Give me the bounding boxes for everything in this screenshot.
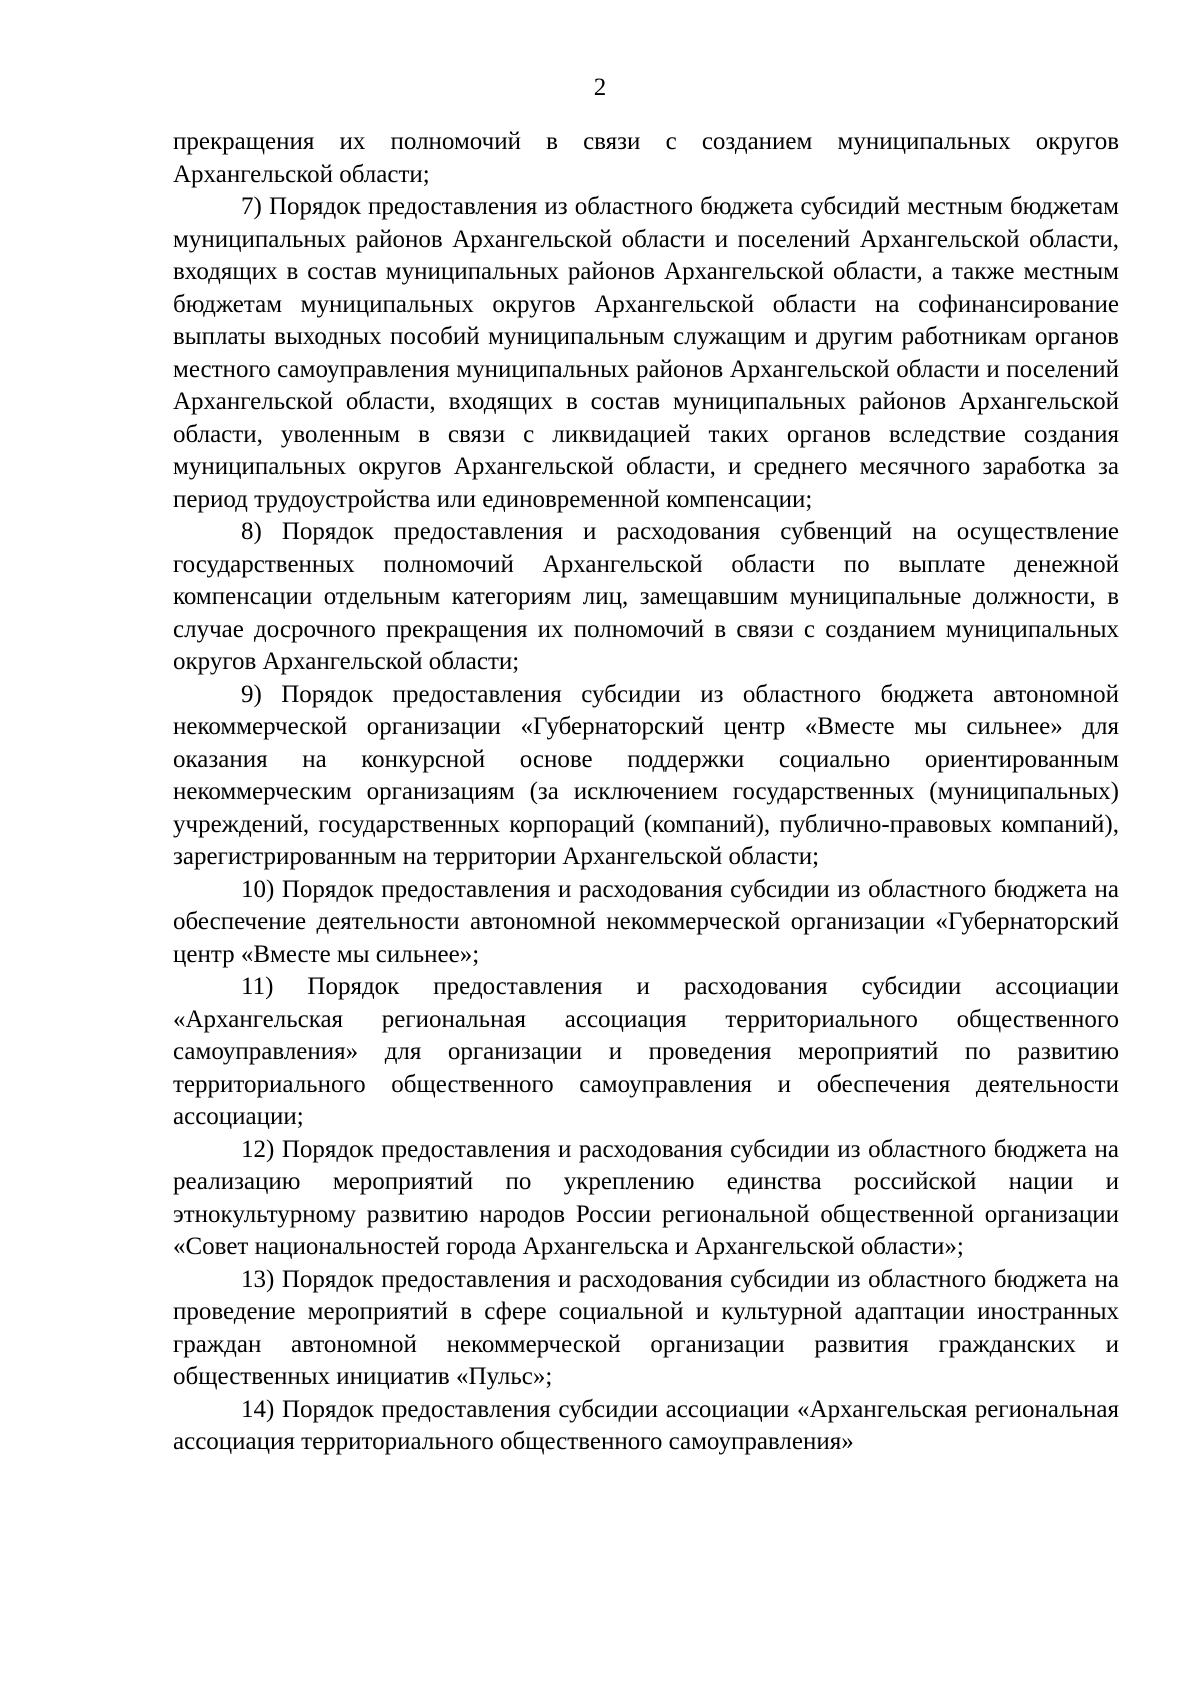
paragraph-item-7: 7) Порядок предоставления из областного бюджета субсидий местным бюджетам муниципальных районов Архангельской области и поселений Архангельской области, входящих в состав муниципальных районов Архангельской области, а также местным бюджетам муниципальных округов Архангельской области на софинансирование выплаты выходных пособий муниципальным служащим и другим работникам органов местного самоуправления муниципальных районов Архангельской области и поселений Архангельской области, входящих в состав муниципальных районов Архангельской области, уволенным в связи с ликвидацией таких органов вследствие создания муниципальных округов Архангельской области, и среднего месячного заработка за период трудоустройства или единовременной компенсации; bbox=[173, 193, 1119, 513]
paragraph-item-13: 13) Порядок предоставления и расходования субсидии из областного бюджета на проведение мероприятий в сфере социальной и культурной адаптации иностранных граждан автономной некоммерческой организации развития гражданских и общественных инициатив «Пульс»; bbox=[173, 1265, 1119, 1390]
paragraph-item-11: 11) Порядок предоставления и расходования субсидии ассоциации «Архангельская региональная ассоциация территориального общественного самоуправления» для организации и проведения мероприятий по развитию территориального общественного самоуправления и обеспечения деятельности ассоциации; bbox=[173, 973, 1119, 1130]
paragraph-item-12: 12) Порядок предоставления и расходования субсидии из областного бюджета на реализацию мероприятий по укреплению единства российской нации и этнокультурному развитию народов России региональной общественной организации «Совет национальностей города Архангельска и Архангельской области»; bbox=[173, 1135, 1119, 1260]
page-number: 2 bbox=[593, 74, 607, 101]
paragraph-item-10: 10) Порядок предоставления и расходования субсидии из областного бюджета на обеспечение деятельности автономной некоммерческой организации «Губернаторский центр «Вместе мы сильнее»; bbox=[173, 875, 1119, 968]
paragraph-item-14: 14) Порядок предоставления субсидии ассоциации «Архангельская региональная ассоциация территориального общественного самоуправления» bbox=[173, 1395, 1119, 1455]
paragraph-item-9: 9) Порядок предоставления субсидии из областного бюджета автономной некоммерческой организации «Губернаторский центр «Вместе мы сильнее» для оказания на конкурсной основе поддержки социально ориентированным некоммерческим организациям (за исключением государственных (муниципальных) учреждений, государственных корпораций (компаний), публично-правовых компаний), зарегистрированным на территории Архангельской области; bbox=[173, 680, 1119, 870]
paragraph-continuation: прекращения их полномочий в связи с созданием муниципальных округов Архангельской области; bbox=[173, 128, 1119, 188]
document-body bbox=[173, 126, 1119, 1459]
paragraph-item-8: 8) Порядок предоставления и расходования субвенций на осуществление государственных полномочий Архангельской области по выплате денежной компенсации отдельным категориям лиц, замещавшим муниципальные должности, в случае досрочного прекращения их полномочий в связи с созданием муниципальных округов Архангельской области; bbox=[173, 518, 1119, 675]
